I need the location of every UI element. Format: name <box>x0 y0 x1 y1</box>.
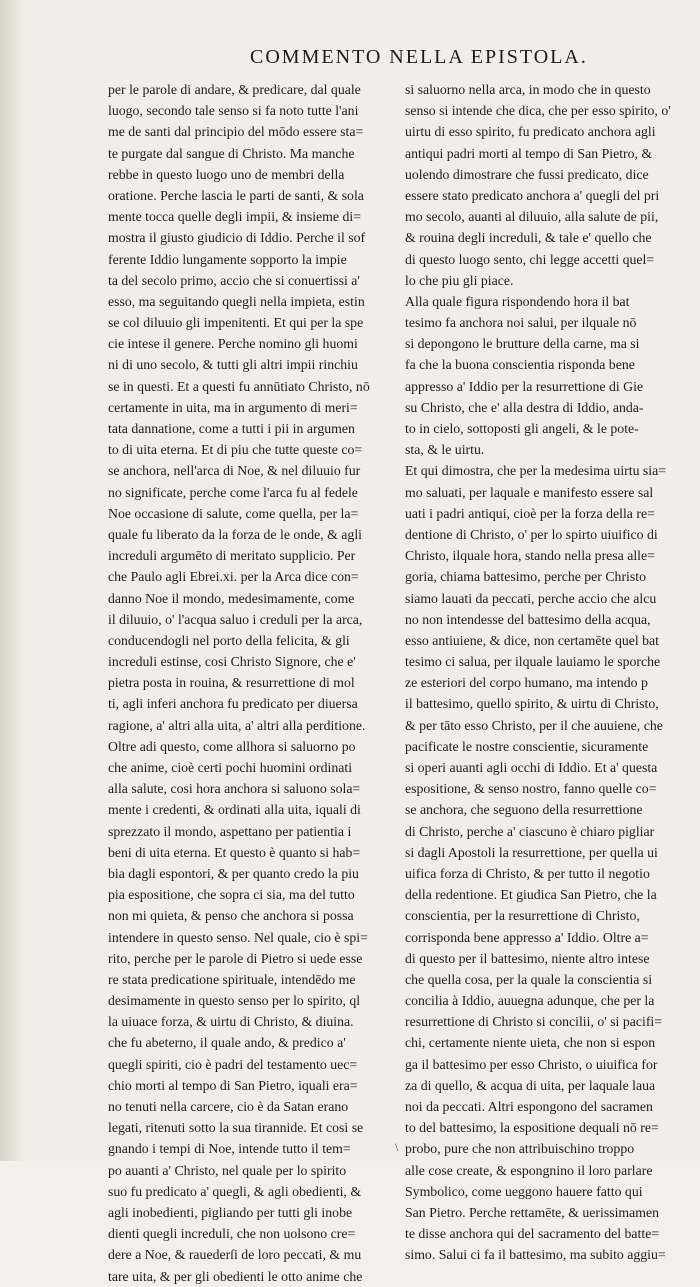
text-line: se anchora, nell'arca di Noe, & nel diluuio fur <box>108 463 361 479</box>
text-line: mente tocca quelle degli impii, & insieme di= <box>108 209 361 225</box>
right-text-column <box>405 79 691 1266</box>
text-line: bia dagli espontori, & per quanto credo la piu <box>108 865 359 881</box>
text-line: di questo per il battesimo, niente altro intese <box>405 950 650 966</box>
running-header: COMMENTO NELLA EPISTOLA. <box>250 46 588 68</box>
text-line: conducendogli nel porto della felicita, & gli <box>108 632 350 648</box>
text-line: simo. Salui ci fa il battesimo, ma subito aggiu= <box>405 1247 666 1263</box>
text-line: increduli estinse, cosi Christo Signore, che e' <box>108 654 356 670</box>
text-line: sprezzato il mondo, aspettano per patientia i <box>108 823 352 839</box>
text-line: rebbe in questo luogo uno de membri della <box>108 166 345 182</box>
text-line: si depongono le brutture della carne, ma si <box>405 336 640 352</box>
text-line: se anchora, che seguono della resurrettione <box>405 802 643 818</box>
text-line: oratione. Perche lascia le parti de santi, & sola <box>108 187 364 203</box>
text-line: to di uita eterna. Et di piu che tutte queste co= <box>108 442 363 458</box>
text-line: uati i padri antiqui, cioè per la forza della re= <box>405 505 655 521</box>
text-line: Noe occasione di salute, come quella, per la= <box>108 505 359 521</box>
text-line: espositione, & senso nostro, fanno quelle co= <box>405 781 657 797</box>
text-line: alla salute, cosi hora anchora si saluono sola= <box>108 781 361 797</box>
text-line: goria, chiama battesimo, perche per Christo <box>405 569 646 585</box>
text-line: no non intendesse del battesimo della acqua, <box>405 611 651 627</box>
text-line: rito, perche per le parole di Pietro si uede esse <box>108 950 363 966</box>
text-line: me de santi dal principio del mōdo essere sta= <box>108 124 364 140</box>
text-line: tesimo fa anchora noi salui, per ilquale nō <box>405 315 637 331</box>
text-line: quegli spiriti, cio è padri del testamento uec= <box>108 1056 358 1072</box>
text-line: uirtu di esso spirito, fu predicato anchora agli <box>405 124 656 140</box>
text-line: lo che piu gli piace. <box>405 272 514 288</box>
text-line: te disse anchora qui del sacramento del batte= <box>405 1226 660 1242</box>
text-line: resurrettione di Christo si concilii, o' si pacifi= <box>405 1014 663 1030</box>
text-line: za di quello, & acqua di uita, per laquale laua <box>405 1077 656 1093</box>
text-line: la uiuace forza, & uirtu di Christo, & diuina. <box>108 1014 354 1030</box>
text-line: concilia à Iddio, auuegna adunque, che per la <box>405 993 655 1009</box>
text-line: esso antiuiene, & dice, non certamēte quel bat <box>405 632 659 648</box>
text-line: mo secolo, auanti al diluuio, alla salute de pii, <box>405 209 659 225</box>
text-line: ragione, a' altri alla uita, a' altri alla perditione. <box>108 717 366 733</box>
text-line: fa che la buona conscientia risponda bene <box>405 357 635 373</box>
text-line: si dagli Apostoli la resurrettione, per quella ui <box>405 844 658 860</box>
text-line: dienti quegli increduli, che non uolsono cre= <box>108 1226 356 1242</box>
text-line: luogo, secondo tale senso si fa noto tutte l'ani <box>108 103 359 119</box>
text-line: Oltre adi questo, come allhora si saluorno po <box>108 738 356 754</box>
text-line: che anime, cioè certi pochi huomini ordinati <box>108 760 353 775</box>
text-line: intendere in questo senso. Nel quale, cio è spi= <box>108 929 368 945</box>
text-line: essere stato predicato anchora a' quegli del pri <box>405 187 660 203</box>
text-line: re stata predicatione spirituale, intendēdo me <box>108 971 356 987</box>
text-line: Symbolico, come ueggono hauere fatto qui <box>405 1183 643 1199</box>
text-line: che Paulo agli Ebrei.xi. per la Arca dice con= <box>108 569 359 585</box>
text-line: ferente Iddio lungamente sopporto la impie <box>108 251 347 267</box>
text-line: mente i credenti, & ordinati alla uita, iquali di <box>108 802 361 818</box>
text-line: po auanti a' Christo, nel quale per lo spirito <box>108 1162 347 1178</box>
text-line: pia espositione, che sopra ci sia, ma del tutto <box>108 887 355 903</box>
text-line: to del battesimo, la espositione dequali nō re= <box>405 1120 659 1136</box>
text-line: il diluuio, o' l'acqua saluo i creduli per la arca, <box>108 611 363 627</box>
text-line: ta del secolo primo, accio che si conuertissi a' <box>108 272 360 288</box>
text-line: che fu abeterno, il quale ando, & predico a' <box>108 1035 346 1051</box>
text-line: se in questi. Et a questi fu annūtiato Christo, nō <box>108 378 370 394</box>
text-line: tare uita, & per gli obedienti le otto anime che <box>108 1268 363 1284</box>
text-line: di Christo, perche a' ciascuno è chiaro pigliar <box>405 823 655 839</box>
text-line: per le parole di andare, & predicare, dal quale <box>108 82 361 97</box>
text-line: no tenuti nella carcere, cio è da Satan erano <box>108 1099 349 1114</box>
text-line: no significate, perche come l'arca fu al fedele <box>108 484 358 500</box>
footer-mark: \ <box>395 1140 399 1154</box>
text-line: certamente in uita, ma in argumento di meri= <box>108 399 358 415</box>
text-line: desimamente in questo senso per lo spirito, ql <box>108 993 361 1009</box>
text-line: mo saluati, per laquale e manifesto essere sal <box>405 484 654 500</box>
text-line: ga il battesimo per esso Christo, o uiuifica for <box>405 1056 658 1072</box>
text-line: dentione di Christo, o' per lo spirto uiuifico di <box>405 526 658 542</box>
text-line: di questo luogo sento, chi legge accetti quel= <box>405 251 655 267</box>
text-line: su Christo, che e' alla destra di Iddio, anda- <box>405 399 644 415</box>
text-line: pacificate le nostre conscientie, sicuramente <box>405 738 649 754</box>
text-line: ti, agli inferi anchora fu predicato per diuersa <box>108 696 358 712</box>
text-line: chi, certamente niente uieta, che non si espon <box>405 1035 656 1051</box>
text-line: non mi quieta, & penso che anchora si possa <box>108 908 354 924</box>
text-line: si saluorno nella arca, in modo che in questo <box>405 82 651 97</box>
text-line: agli inobedienti, pigliando per tutti gli inobe <box>108 1204 353 1220</box>
text-line: conscientia, per la resurrettione di Christo, <box>405 908 640 924</box>
text-line: se col diluuio gli impenitenti. Et qui per la spe <box>108 315 364 331</box>
text-line: quale fu liberato da la forza de le onde, & agli <box>108 526 362 542</box>
text-line: uolendo dimostrare che fussi predicato, dice <box>405 166 649 182</box>
text-line: sta, & le uirtu. <box>405 442 485 458</box>
text-line: esso, ma seguitando quegli nella impieta, estin <box>108 293 365 309</box>
text-line: & per tāto esso Christo, per il che auuiene, che <box>405 717 663 733</box>
text-line: legati, ritenuti sotto la sua tirannide. Et cosi se <box>108 1120 364 1136</box>
text-line: il battesimo, quello spirito, & uirtu di Christo, <box>405 696 659 712</box>
text-line: della redentione. Et giudica San Pietro, che la <box>405 887 657 903</box>
text-line: te purgate dal sangue di Christo. Ma manche <box>108 145 355 161</box>
text-line: probo, pure che non attribuischino troppo <box>405 1141 635 1157</box>
text-line: chio morti al tempo di San Pietro, iquali era= <box>108 1077 358 1093</box>
page-gutter-shadow <box>0 0 24 1161</box>
text-line: dere a Noe, & rauederſi de loro peccati, & mu <box>108 1247 362 1263</box>
text-line: cie intese il genere. Perche nomino gli huomi <box>108 336 358 352</box>
text-line: danno Noe il mondo, medesimamente, come <box>108 590 355 606</box>
text-line: antiqui padri morti al tempo di San Pietro, & <box>405 145 653 161</box>
text-line: appresso a' Iddio per la resurrettione di Gie <box>405 378 644 394</box>
text-line: senso si intende che dica, che per esso spirito, o' <box>405 103 671 119</box>
text-line: corrisponda bene appresso a' Iddio. Oltre a= <box>405 929 649 945</box>
text-line: tesimo ci salua, per ilquale lauiamo le sporche <box>405 654 661 670</box>
text-line: ni di uno secolo, & tutti gli altri impii rinchiu <box>108 357 358 373</box>
text-line: to in cielo, sottoposti gli angeli, & le pote- <box>405 421 639 436</box>
text-line: mostra il giusto giudicio di Iddio. Perche il sof <box>108 230 366 246</box>
left-text-column <box>108 79 394 1287</box>
text-line: siamo lauati da peccati, perche accio che alcu <box>405 590 657 606</box>
text-line: gnando i tempi di Noe, intende tutto il tem= <box>108 1141 351 1157</box>
text-line: tata dannatione, come a tutti i pii in argumen <box>108 421 355 436</box>
text-line: noi da peccati. Altri espongono del sacramen <box>405 1099 653 1114</box>
text-line: Et qui dimostra, che per la medesima uirtu sia= <box>405 463 667 479</box>
text-line: beni di uita eterna. Et questo è quanto si hab= <box>108 844 361 860</box>
text-line: Christo, ilquale hora, stando nella presa alle= <box>405 548 655 564</box>
text-line: & rouina degli increduli, & tale e' quello che <box>405 230 652 246</box>
text-line: pietra posta in rouina, & resurrettione di mol <box>108 675 355 691</box>
text-line: San Pietro. Perche rettamēte, & uerissimamen <box>405 1204 660 1220</box>
text-line: ze esteriori del corpo humano, ma intendo p <box>405 675 648 691</box>
text-line: si operi auanti agli occhi di Iddio. Et a' questa <box>405 760 658 775</box>
text-line: suo fu predicato a' quegli, & agli obedienti, & <box>108 1183 362 1199</box>
text-line: increduli argumēto di meritato supplicio. Per <box>108 548 356 564</box>
text-line: uifica forza di Christo, & per tutto il negotio <box>405 865 650 881</box>
text-line: alle cose create, & espongnino il loro parlare <box>405 1162 653 1178</box>
text-line: Alla quale figura rispondendo hora il bat <box>405 293 630 309</box>
text-line: che quella cosa, per la quale la conscientia si <box>405 971 653 987</box>
